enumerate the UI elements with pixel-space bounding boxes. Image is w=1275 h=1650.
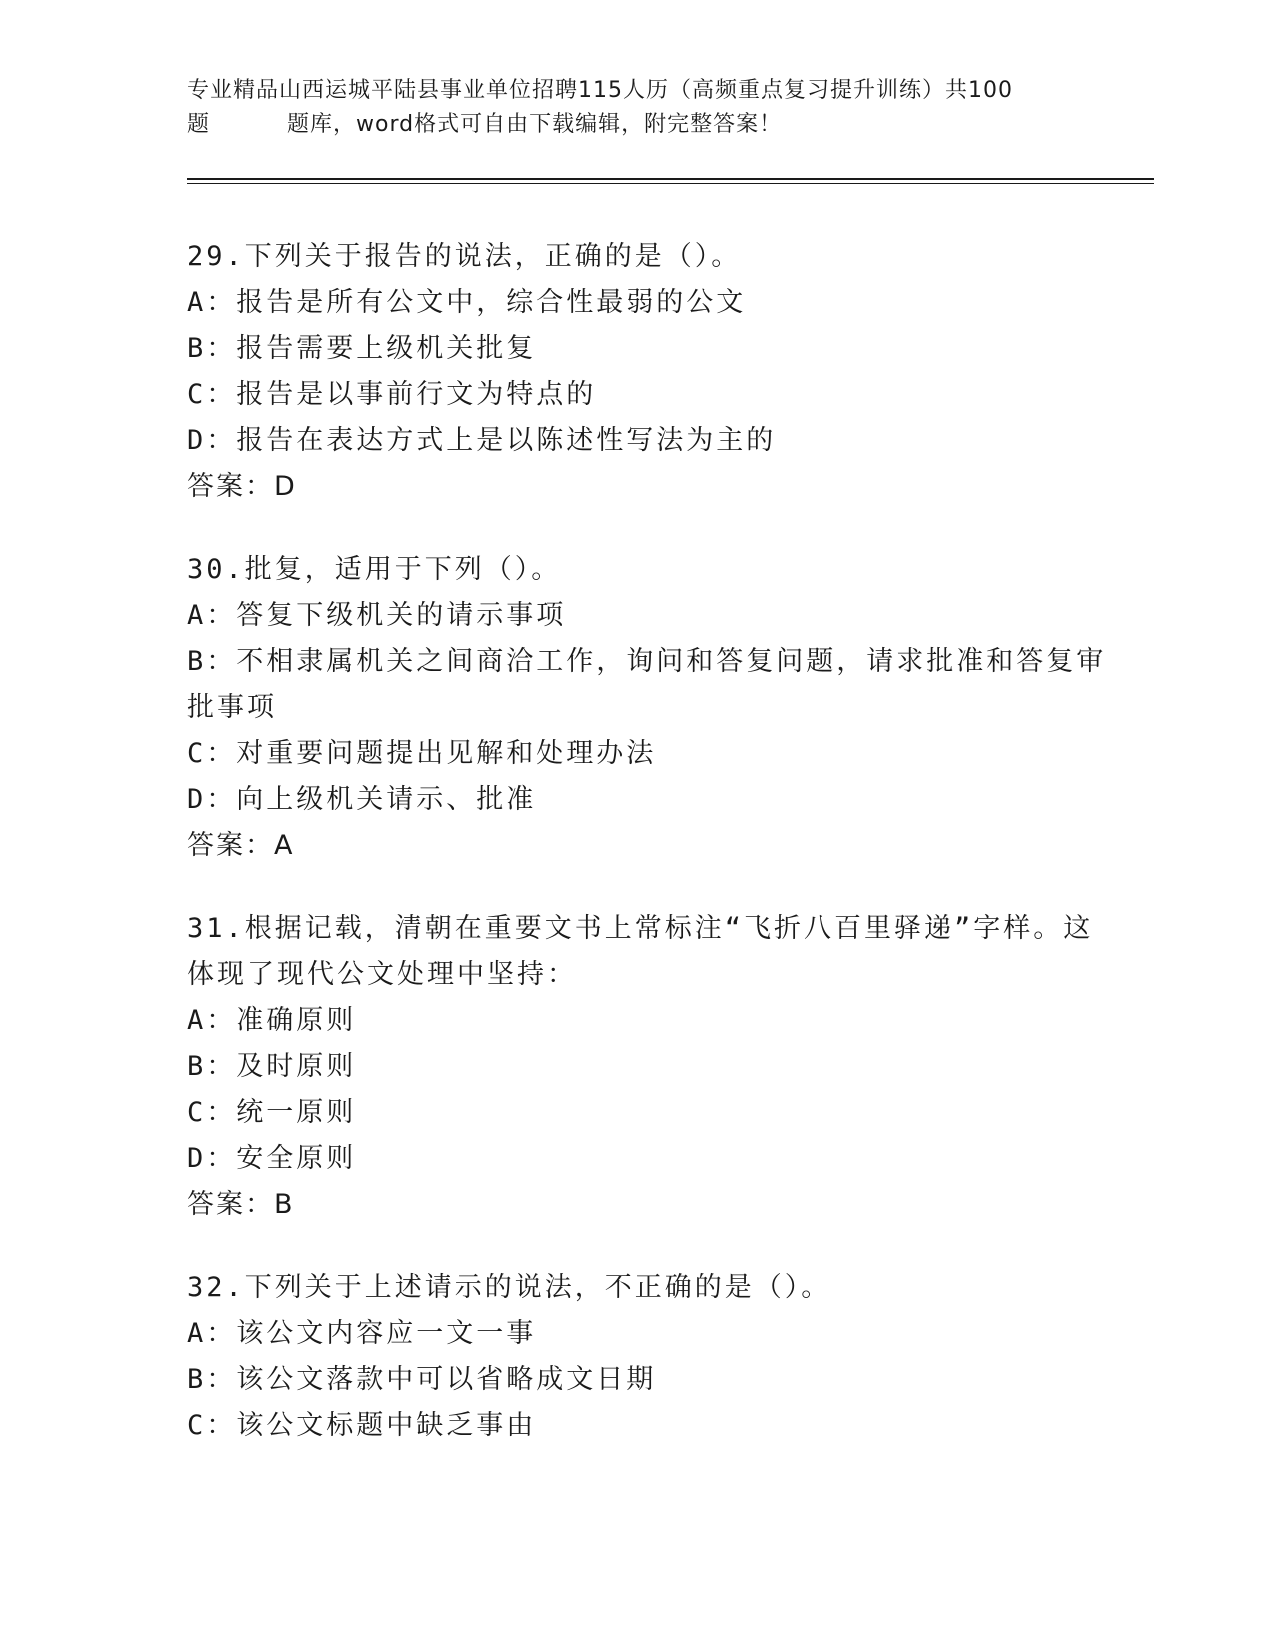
header-title-line2-left: 题 xyxy=(187,112,211,137)
option-d: D：向上级机关请示、批准 xyxy=(187,784,537,815)
document-header xyxy=(187,74,1087,142)
header-title-line2-right: 题库，word格式可自由下载编辑，附完整答案！ xyxy=(287,112,783,137)
option-b: B：不相隶属机关之间商洽工作，询问和答复问题，请求批准和答复审 xyxy=(187,646,1107,677)
question-stem: 29.下列关于报告的说法，正确的是（）。 xyxy=(187,241,742,272)
option-b: B：及时原则 xyxy=(187,1051,357,1082)
option-b-continued: 批事项 xyxy=(187,692,277,723)
option-a: A：答复下级机关的请示事项 xyxy=(187,600,567,631)
header-divider-thick xyxy=(187,178,1154,180)
option-b: B：报告需要上级机关批复 xyxy=(187,333,537,364)
option-d: D：安全原则 xyxy=(187,1143,357,1174)
option-a: A：报告是所有公文中，综合性最弱的公文 xyxy=(187,287,747,318)
option-a: A：准确原则 xyxy=(187,1005,357,1036)
question-32 xyxy=(187,1265,1087,1449)
option-c: C：对重要问题提出见解和处理办法 xyxy=(187,738,657,769)
answer-label: 答案：B xyxy=(187,1189,295,1220)
question-29 xyxy=(187,234,1087,510)
option-c: C：报告是以事前行文为特点的 xyxy=(187,379,597,410)
question-stem: 31.根据记载，清朝在重要文书上常标注“飞折八百里驿递”字样。这 xyxy=(187,913,1094,944)
header-title-line2 xyxy=(187,108,1087,142)
option-b: B：该公文落款中可以省略成文日期 xyxy=(187,1364,657,1395)
question-stem: 30.批复，适用于下列（）。 xyxy=(187,554,562,585)
option-c: C：统一原则 xyxy=(187,1097,357,1128)
option-c: C：该公文标题中缺乏事由 xyxy=(187,1410,537,1441)
answer-label: 答案：A xyxy=(187,830,295,861)
option-d: D：报告在表达方式上是以陈述性写法为主的 xyxy=(187,425,777,456)
question-stem-continued: 体现了现代公文处理中坚持： xyxy=(187,959,577,990)
option-a: A：该公文内容应一文一事 xyxy=(187,1318,537,1349)
answer-label: 答案：D xyxy=(187,471,297,502)
header-divider-thin xyxy=(187,183,1154,184)
question-stem: 32.下列关于上述请示的说法，不正确的是（）。 xyxy=(187,1272,832,1303)
question-31 xyxy=(187,906,1094,1228)
question-30 xyxy=(187,547,1107,869)
header-title-line1: 专业精品山西运城平陆县事业单位招聘115人历（高频重点复习提升训练）共100 xyxy=(187,78,1013,103)
question-list xyxy=(187,234,1107,1486)
